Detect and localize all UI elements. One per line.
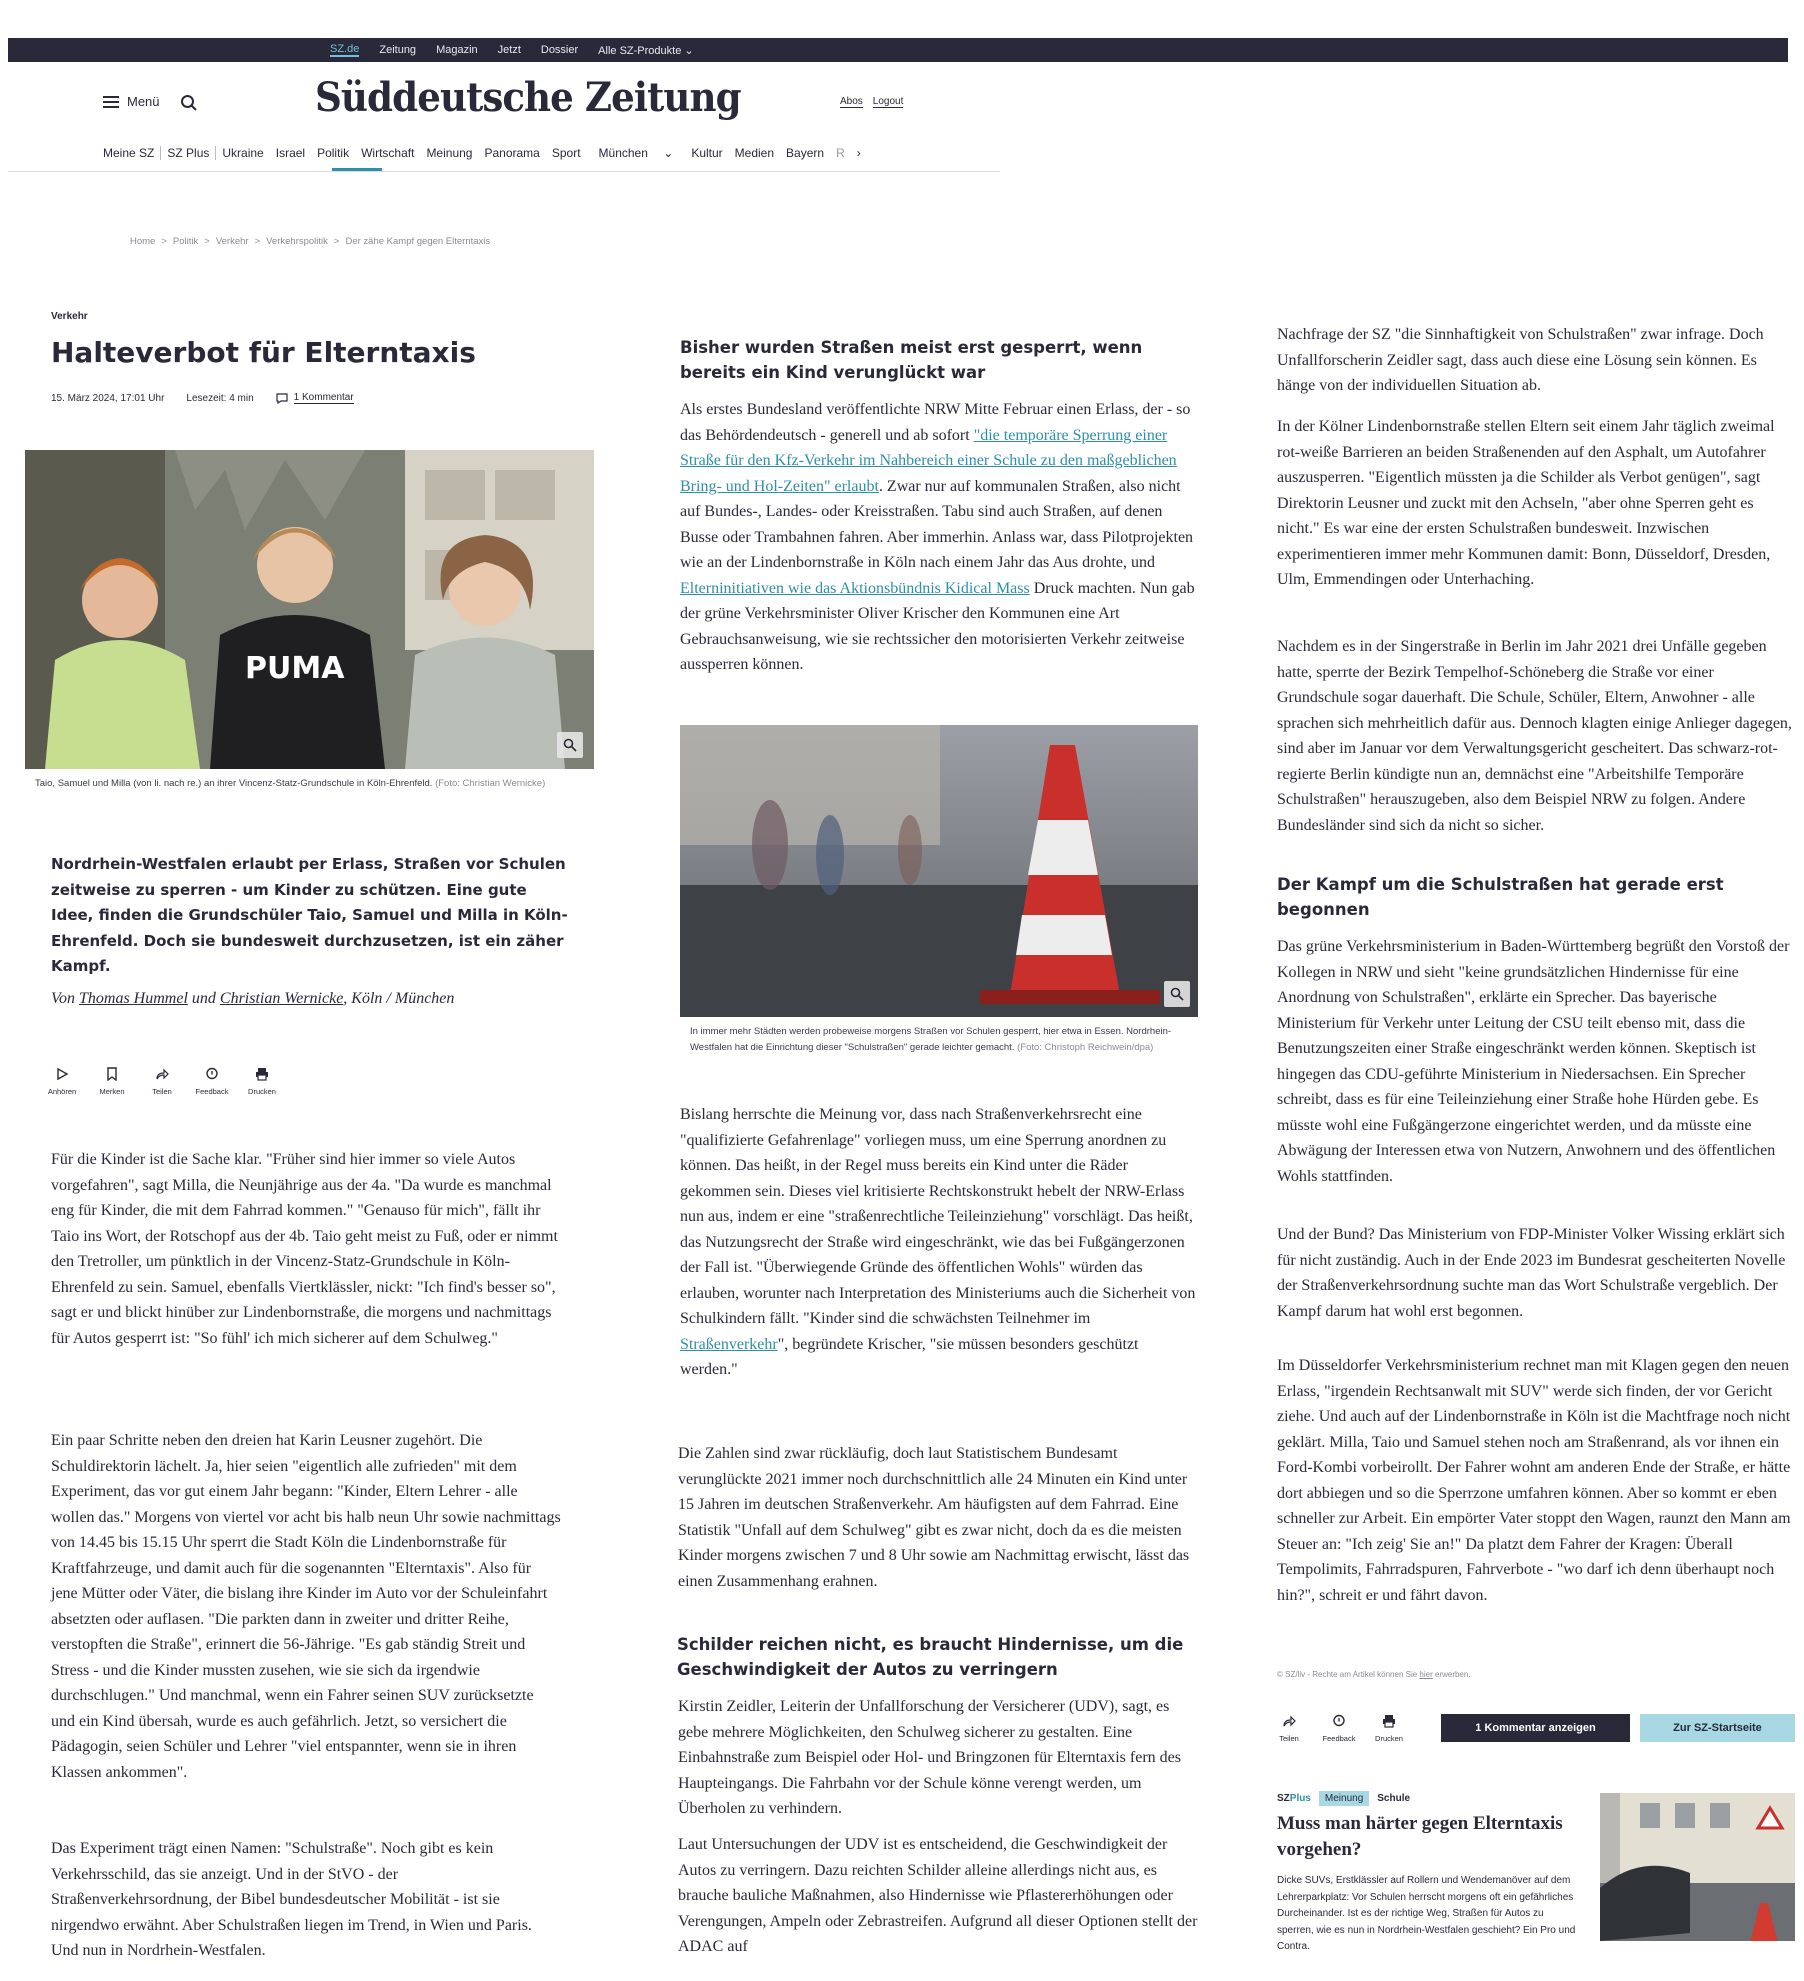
nav-medien[interactable]: Medien — [734, 146, 775, 160]
link-strassenverkehr[interactable]: Straßenverkehr — [680, 1335, 778, 1353]
comment-icon — [276, 393, 288, 404]
link-kidical-mass[interactable]: Elterninitiativen wie das Aktionsbündnis Kidical Mass — [680, 579, 1030, 597]
nav-sz-plus[interactable]: SZ Plus — [167, 146, 210, 160]
topnav-magazin[interactable]: Magazin — [436, 44, 478, 56]
photo-caption-text: Taio, Samuel und Milla (von li. nach re.) an ihrer Vincenz-Statz-Grundschule in Köln-Ehrenfeld. — [35, 778, 433, 789]
breadcrumb-home[interactable]: Home — [130, 236, 156, 247]
teaser-image-illustration — [1600, 1793, 1795, 1941]
topnav-alle-produkte[interactable] — [598, 44, 693, 57]
article-paragraph: Ein paar Schritte neben den dreien hat Karin Leusner zugehört. Die Schuldirektorin lächelt. Ja, hier seien "eigentlich alle zufrieden" mit dem Experiment, das vor gut einem Jahr begann: "Kinder, Eltern Lehrer - alle wollen das." Morgens von viertel vor acht bis halb neun Uhr sowie nachmittags von 14.45 bis 15.15 Uhr sperrt die Stadt Köln die Lindenbornstraße für Kraftfahrzeuge, und damit auch für die sogenannten "Elterntaxis". Also für jene Mütter oder Väter, die bislang ihre Kinder im Auto vor der Schuleinfahrt absetzten oder auflasen. "Die parkten dann in zweiter und dritter Reihe, verstopften die Straße", erinnert die 56-Jährige. "Es gab ständig Streit und Stress - und die Kinder mussten zusehen, wie sie sich da irgendwie durchschlugen." Und manchmal, wenn ein Fahrer seinen SUV zurücksetzte und ein Kind übersah, wurde es auch gefährlich. Jetzt, so versichert die Pädagogin, seien Schüler und Lehrer "viel entspannter, wenn sie in ihren Klassen ankommen". — [51, 1432, 561, 1781]
nav-wirtschaft[interactable]: Wirtschaft — [361, 146, 415, 160]
zoom-button[interactable] — [557, 732, 583, 758]
search-icon[interactable] — [180, 94, 198, 112]
article-meta — [51, 392, 354, 404]
print-label: Drucken — [248, 1087, 276, 1096]
share-button[interactable] — [1264, 1714, 1314, 1743]
nav-kultur[interactable]: Kultur — [691, 146, 723, 160]
subheading: Schilder reichen nicht, es braucht Hindernisse, um die Geschwindigkeit der Autos zu verringern — [677, 1635, 1184, 1679]
photo-caption-traffic-cone — [690, 1024, 1200, 1056]
logo[interactable]: Süddeutsche Zeitung — [315, 74, 741, 121]
magnifier-icon — [563, 738, 577, 752]
breadcrumb-politik[interactable]: Politik — [172, 236, 199, 247]
feedback-button[interactable] — [1314, 1714, 1364, 1743]
breadcrumb-verkehr[interactable]: Verkehr — [215, 236, 249, 247]
comments-link-label: 1 Kommentar — [293, 392, 354, 403]
play-icon — [55, 1067, 69, 1081]
photo-caption-text: In immer mehr Städten werden probeweise morgens Straßen vor Schulen gesperrt, hier etwa in Essen. Nordrhein-Westfalen hat die Einrichtung dieser "Schulstraßen" gerade leichter gemacht. — [690, 1026, 1172, 1053]
printer-icon — [1382, 1714, 1396, 1728]
copyright — [1277, 1670, 1471, 1679]
feedback-icon — [205, 1067, 219, 1081]
paragraph-text: Als erstes Bundesland veröffentlichte NRW Mitte Februar einen Erlass, der - so das Behördendeutsch - generell und ab sofort — [680, 401, 1191, 444]
show-comments-button[interactable]: 1 Kommentar anzeigen — [1441, 1714, 1630, 1742]
breadcrumb-current: Der zähe Kampf gegen Elterntaxis — [345, 236, 491, 247]
author-link[interactable]: Christian Wernicke — [219, 990, 344, 1007]
article-paragraph: Das grüne Verkehrsministerium in Baden-Württemberg begrüßt den Vorstoß der Kollegen in NRW und sieht "keine grundsätzlichen Hindernisse für eine Anordnung von Schulstraßen", erklärte ein Sprecher. Das bayerische Ministerium für Verkehr unter Leitung der CSU teilt ebenso mit, dass die Benutzungszeiten einer Straße eingeschränkt werden können. Skeptisch ist hingegen das CDU-geführte Ministerium in Niedersachsen. Ein Sprecher schreibt, dass es für eine Teileinziehung einer Straße hohe Hürden gebe. Es müsste wohl eine Fußgängerzone eingerichtet werden, und da müsste eine Abwägung der Interessen etwa von Nutzern, Anwohnern und des öffentlichen Wohls stattfinden. — [1277, 938, 1790, 1185]
bookmark-icon — [105, 1067, 119, 1081]
nav-more[interactable]: R — [836, 146, 845, 160]
paragraph-text: . Zwar nur auf kommunalen Straßen, also nicht auf Bundes-, Landes- oder Kreisstraßen. Tabu sind auch Straßen, auf denen Busse oder Trambahnen fahren. Aber immerhin. Anlass war, dass Pilotprojekten wie an der Lindenbornstraße in Köln nach einem Jahr das Aus drohte, und — [680, 477, 1194, 571]
share-label: Teilen — [152, 1087, 172, 1096]
paragraph-text: Druck machten. Nun gab der grüne Verkehrsminister Oliver Krischer den Kommunen eine Art Gebrauchsanweisung, wie sie rechtssicher den motorisierten Verkehr zeitweise aussperren können. — [680, 579, 1195, 673]
article-paragraph: Das Experiment trägt einen Namen: "Schulstraße". Noch gibt es kein Verkehrsschild, das sie anzeigt. Und in der StVO - der Straßenverkehrsordnung, der Bibel bundesdeutscher Mobilität - ist sie nirgendwo erwähnt. Aber Schulstraßen liegen im Trend, in Wien und Paris. Und nun in Nordrhein-Westfalen. — [51, 1840, 532, 1959]
breadcrumb-separator: > — [254, 236, 261, 247]
print-label: Drucken — [1375, 1734, 1403, 1743]
paragraph-text: ", begründete Krischer, "sie müssen besonders geschützt werden." — [680, 1335, 1139, 1378]
teaser-section: Schule — [1377, 1793, 1411, 1804]
link-nrw-erlass[interactable]: "die temporäre Sperrung einer Straße für den Kfz-Verkehr im Nahbereich einer Schule zu den maßgeblichen Bring- und Hol-Zeiten" erlaubt — [680, 426, 1177, 495]
nav-bayern[interactable]: Bayern — [786, 146, 825, 160]
chevron-right-icon[interactable]: › — [856, 146, 861, 160]
bookmark-label: Merken — [99, 1087, 125, 1096]
listen-button[interactable] — [37, 1067, 87, 1096]
topnav-dossier[interactable]: Dossier — [540, 44, 579, 56]
top-bar — [8, 38, 1788, 62]
share-icon — [155, 1067, 169, 1081]
share-label: Teilen — [1279, 1734, 1299, 1743]
teaser-title[interactable]: Muss man härter gegen Elterntaxis vorgehen? — [1277, 1813, 1563, 1860]
nav-ukraine[interactable]: Ukraine — [222, 146, 264, 160]
copyright-text: © SZ/liv - Rechte am Artikel können Sie — [1277, 1670, 1420, 1679]
nav-meine-sz[interactable]: Meine SZ — [103, 146, 155, 160]
teaser-image[interactable] — [1600, 1793, 1795, 1941]
nav-muenchen[interactable] — [587, 146, 686, 160]
chevron-down-icon: ⌄ — [684, 44, 694, 57]
article-photo-traffic-cone[interactable] — [680, 725, 1198, 1017]
share-button[interactable] — [137, 1067, 187, 1096]
zoom-button[interactable] — [1164, 981, 1190, 1007]
topnav-szde[interactable]: SZ.de — [330, 43, 360, 55]
paragraph-text: Bislang herrschte die Meinung vor, dass nach Straßenverkehrsrecht eine "qualifizierte Gefahrenlage" vorliegen muss, um eine Sperrung anordnen zu können. Das heißt, in der Regel muss bereits ein Kind unter die Räder gekommen sein. Dieses viel kritisierte Rechtskonstrukt hebelt der NRW-Erlass nun aus, indem er eine "straßenrechtliche Teileinziehung" vorschlägt. Das heißt, das Nutzungsrecht der Straße wird eingeschränkt, wie das bei Fußgängerzonen der Fall ist. "Überwiegende Gründe des öffentlichen Wohls" würden das erlauben, worunter nach Interpretation des Ministeriums auch die Sicherheit von Schulkindern fällt. "Kinder sind die schwächsten Teilnehmer im — [680, 1106, 1196, 1327]
nav-sport[interactable]: Sport — [551, 146, 581, 160]
feedback-label: Feedback — [195, 1087, 229, 1096]
author-link[interactable]: Thomas Hummel — [79, 990, 188, 1007]
print-button[interactable] — [237, 1067, 287, 1096]
bookmark-button[interactable] — [87, 1067, 137, 1096]
sz-plus-badge — [1277, 1793, 1311, 1804]
topnav-zeitung[interactable]: Zeitung — [379, 44, 417, 56]
article-actions — [37, 1067, 287, 1096]
breadcrumb-separator: > — [161, 236, 167, 247]
sz-plus-plus: Plus — [1289, 1793, 1311, 1804]
chevron-down-icon: ⌄ — [663, 146, 674, 160]
photo-credit: (Foto: Christoph Reichwein/dpa) — [1017, 1042, 1154, 1053]
share-icon — [1282, 1714, 1296, 1728]
svg-text:PUMA: PUMA — [245, 651, 345, 686]
nav-panorama[interactable]: Panorama — [484, 146, 540, 160]
teaser-category-pill: Meinung — [1319, 1791, 1369, 1806]
magnifier-icon — [1170, 987, 1184, 1001]
teaser-text: Dicke SUVs, Erstklässler auf Rollern und Wendemanöver auf dem Lehrerparkplatz: Vor Schulen herrscht morgens oft ein gefährliches Durcheinander. Ist es der richtige Weg, Straßen für Autos zu sperren, wie es nun in Nordrhein-Westfalen geschieht? Ein Pro und Contra. — [1277, 1875, 1576, 1952]
breadcrumb-verkehrspolitik[interactable]: Verkehrspolitik — [266, 236, 328, 247]
article-title: Halteverbot für Elterntaxis — [51, 336, 476, 369]
rights-link[interactable]: hier — [1419, 1670, 1433, 1679]
photo-credit: (Foto: Christian Wernicke) — [435, 778, 546, 789]
nav-muenchen-label: München — [598, 146, 648, 160]
article-paragraph: Im Düsseldorfer Verkehrsministerium rechnet man mit Klagen gegen den neuen Erlass, "irgendein Rechtsanwalt mit SUV" werde sich finden, der vor Gericht ziehe. Und auch auf der Lindenbornstraße in Köln ist die Machtfrage noch nicht geklärt. Milla, Taio und Samuel stehen noch am Straßenrand, als vor ihnen ein Ford-Kombi vorbeirollt. Der Fahrer wohnt am anderen Ende der Straße, er hätte dort abbiegen und so die Sperrzone umfahren können. Aber so kommt er eben schneller zur Arbeit. Ein empörter Vater stoppt den Wagen, raunzt den Mann am Steuer an: "Ich zeig' Sie an!" Da platzt dem Fahrer der Kragen: Überall Tempolimits, Fahrradspuren, Fahrverbote - "wo darf ich denn überhaupt noch hin?", schreit er und fährt davon. — [1277, 1357, 1791, 1604]
byline-place: , Köln / München — [343, 990, 455, 1007]
feedback-button[interactable] — [187, 1067, 237, 1096]
nav-meinung[interactable]: Meinung — [426, 146, 473, 160]
article-paragraph — [680, 397, 1200, 678]
article-paragraph: Die Zahlen sind zwar rückläufig, doch laut Statistischem Bundesamt verunglückte 2021 immer noch durchschnittlich alle 24 Minuten ein Kind unter 15 Jahren im deutschen Straßenverkehr. Am häufigsten auf dem Fahrrad. Eine Statistik "Unfall auf dem Schulweg" gibt es zwar nicht, doch da es die meisten Kinder morgens zwischen 7 und 8 Uhr sowie am Nachmittag erwischt, lässt das einen Zusammenhang erahnen. — [678, 1445, 1190, 1590]
article-paragraph: In der Kölner Lindenbornstraße stellen Eltern seit einem Jahr täglich zweimal rot-weiße Barrieren an beiden Straßenenden auf den Asphalt, um Autofahrer auszusperren. "Eigentlich müssten ja die Schilder als Verbot genügen", sagt Direktorin Leusner und zuckt mit den Achseln, "aber ohne Sperren geht es nicht." Es war eine der ersten Schulstraßen bundesweit. Inzwischen experimentieren immer mehr Kommunen damit: Bonn, Düsseldorf, Dresden, Ulm, Emmendingen oder Unterhaching. — [1277, 418, 1775, 588]
teaser-tags — [1277, 1791, 1410, 1806]
copyright-text: erwerben. — [1432, 1670, 1471, 1679]
menu-button[interactable] — [103, 94, 160, 109]
reading-time: Lesezeit: 4 min — [186, 392, 254, 404]
breadcrumb — [130, 236, 490, 247]
byline-und: und — [191, 990, 216, 1007]
article-paragraph — [680, 1102, 1200, 1383]
nav-divider-line — [8, 171, 1000, 172]
subheading: Der Kampf um die Schulstraßen hat gerade erst begonnen — [1277, 875, 1724, 919]
subheading: Bisher wurden Straßen meist erst gesperrt, wenn bereits ein Kind verunglückt war — [680, 338, 1143, 382]
printer-icon — [255, 1067, 269, 1081]
topnav-jetzt[interactable]: Jetzt — [497, 44, 521, 56]
feedback-label: Feedback — [1322, 1734, 1356, 1743]
sz-plus-brand: SZ — [1277, 1793, 1290, 1804]
print-button[interactable] — [1364, 1714, 1414, 1743]
hamburger-icon — [103, 96, 119, 108]
comments-link[interactable] — [276, 392, 354, 404]
menu-label: Menü — [127, 94, 160, 109]
breadcrumb-separator: > — [333, 236, 340, 247]
listen-label: Anhören — [47, 1087, 77, 1096]
account-links — [840, 96, 903, 108]
sz-home-button[interactable]: Zur SZ-Startseite — [1640, 1714, 1795, 1742]
section-nav — [103, 143, 867, 163]
photo-traffic-cone-illustration — [680, 725, 1198, 1017]
article-paragraph: Nachdem es in der Singerstraße in Berlin im Jahr 2021 drei Unfälle gegeben hatte, sperrte der Bezirk Tempelhof-Schöneberg die Straße vor einer Grundschule sogar dauerhaft. Die Schule, Schüler, Eltern, Anwohner - alle sprachen sich mehrheitlich dafür aus. Dennoch klagten einige Anlieger dagegen, sind aber im Januar vor dem Verwaltungsgericht gescheitert. Das schwarz-rot-regierte Berlin kündigte nun an, demnächst eine "Arbeitshilfe Temporäre Schulstraßen" herauszugeben, also dem Beispiel NRW zu folgen. Andere Bundesländer sind sich da nicht so sicher. — [1277, 638, 1792, 834]
article-date: 15. März 2024, 17:01 Uhr — [51, 392, 165, 404]
nav-israel[interactable]: Israel — [275, 146, 306, 160]
topnav-alle-produkte-label: Alle SZ-Produkte — [598, 44, 682, 57]
photo-caption-children — [35, 776, 575, 792]
top-nav — [330, 38, 694, 62]
photo-children-illustration — [25, 450, 594, 769]
article-kicker: Verkehr — [51, 311, 88, 322]
article-paragraph: Und der Bund? Das Ministerium von FDP-Minister Volker Wissing erklärt sich für nicht zuständig. Auch in der Ende 2023 im Bundesrat gescheiterten Novelle der Straßenverkehrsordnung suchte man das Wort Schulstraße vergeblich. Der Kampf darum hat wohl erst begonnen. — [1277, 1226, 1786, 1320]
footer-actions — [1264, 1714, 1414, 1743]
byline — [51, 990, 591, 1008]
article-paragraph: Für die Kinder ist die Sache klar. "Früher sind hier immer so viele Autos vorgefahren", sagt Milla, die Neunjährige aus der 4a. "Da wurde es manchmal eng für Kinder, die mit dem Fahrrad kommen." "Genauso für mich", fällt ihr Taio ins Wort, der Rotschopf aus der 4b. Taio geht meist zu Fuß, oder er nimmt den Tretroller, um pünktlich in der Vincenz-Statz-Grundschule in Köln-Ehrenfeld zu sein. Samuel, ebenfalls Viertklässler, nickt: "Ich find's besser so", sagt er und blickt hinüber zur Lindenbornstraße, die morgens und nachmittags für Autos gesperrt ist: "So fühl' ich mich sicherer auf dem Schulweg." — [51, 1151, 558, 1347]
logout-link[interactable]: Logout — [872, 96, 904, 107]
abos-link[interactable]: Abos — [840, 96, 863, 107]
byline-von: Von — [51, 990, 75, 1007]
article-paragraph: Kirstin Zeidler, Leiterin der Unfallforschung der Versicherer (UDV), sagt, es gebe mehrere Möglichkeiten, den Schulweg sicherer zu gestalten. Eine Einbahnstraße zum Beispiel oder Hol- und Bringzonen für Elterntaxis fern des Haupteingangs. Die Fahrbahn vor der Schule könne verengt werden, um Überholen zu verhindern. — [678, 1698, 1181, 1817]
feedback-icon — [1332, 1714, 1346, 1728]
article-photo-children[interactable] — [25, 450, 594, 769]
article-paragraph: Nachfrage der SZ "die Sinnhaftigkeit von Schulstraßen" zwar infrage. Doch Unfallforscherin Zeidler sagt, dass auch diese eine Lösung sein können. Es hänge von der individuellen Situation ab. — [1277, 326, 1764, 394]
nav-politik[interactable]: Politik — [317, 146, 350, 160]
article-paragraph: Laut Untersuchungen der UDV ist es entscheidend, die Geschwindigkeit der Autos zu verringern. Dazu reichten Schilder alleine allerdings nicht aus, es brauche bauliche Maßnahmen, also Hindernisse wie Pflastererhöhungen oder Verengungen, Ampeln oder Zebrastreifen. Aufgrund all dieser Optionen stellt der ADAC auf — [678, 1836, 1198, 1955]
breadcrumb-separator: > — [204, 236, 210, 247]
article-lead: Nordrhein-Westfalen erlaubt per Erlass, Straßen vor Schulen zeitweise zu sperren - um Kinder zu schützen. Eine gute Idee, finden die Grundschüler Taio, Samuel und Milla in Köln-Ehrenfeld. Doch sie bundesweit durchzusetzen, ist ein zäher Kampf. — [51, 855, 568, 975]
